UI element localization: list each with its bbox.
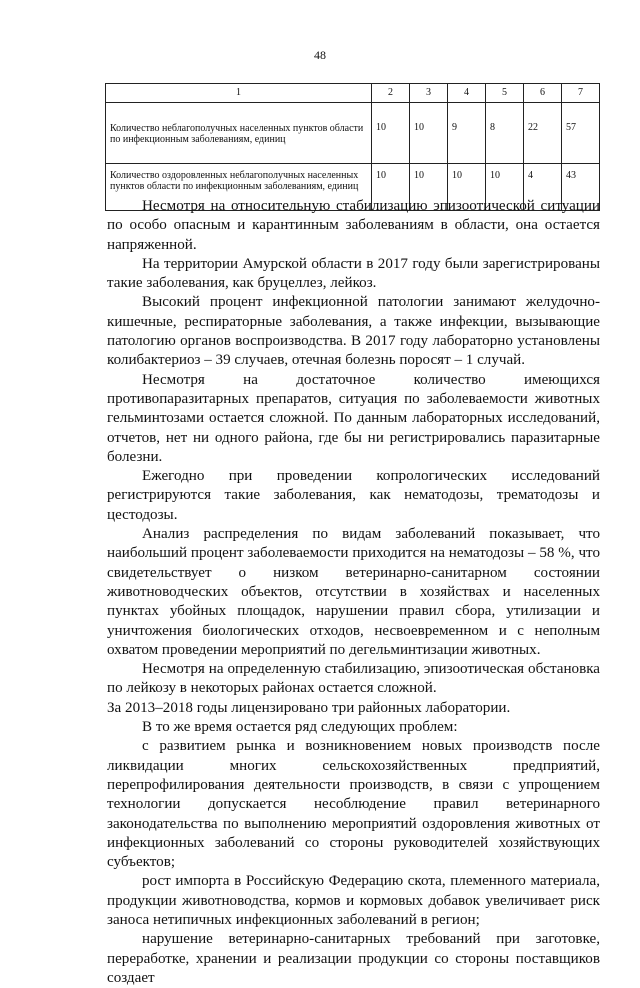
paragraph: рост импорта в Российскую Федерацию скота, племенного материала, продукции животноводства, кормов и кормовых добавок увеличивает риск заноса нетипичных инфекционных заболеваний в регион; bbox=[107, 873, 600, 928]
paragraph: На территории Амурской области в 2017 году были зарегистрированы такие заболевания, как бруцеллез, лейкоз. bbox=[107, 255, 600, 292]
paragraph: Несмотря на определенную стабилизацию, эпизоотическая обстановка по лейкозу в некоторых районах остается сложной. bbox=[107, 661, 600, 697]
table-cell: 10 bbox=[448, 164, 486, 211]
table-cell: 10 bbox=[410, 103, 448, 164]
table-row bbox=[106, 103, 600, 164]
paragraph: Несмотря на относительную стабилизацию эпизоотической ситуации по особо опасным и карантинным заболеваниям в области, она остается напряженной. bbox=[107, 198, 600, 253]
paragraph: Ежегодно при проведении копрологических исследований регистрируются такие заболевания, как нематодозы, трематодозы и цестодозы. bbox=[107, 468, 600, 523]
body-text bbox=[107, 197, 600, 988]
table-cell: 8 bbox=[486, 103, 524, 164]
statistics-table bbox=[105, 83, 600, 211]
table-cell: 10 bbox=[486, 164, 524, 211]
table-cell: 10 bbox=[410, 164, 448, 211]
paragraph: нарушение ветеринарно-санитарных требований при заготовке, переработке, хранении и реализации продукции со стороны поставщиков создает bbox=[107, 931, 600, 986]
paragraph: Несмотря на достаточное количество имеющихся противопаразитарных препаратов, ситуация по заболеваемости животных гельминтозами остается сложной. По данным лабораторных исследований, отчетов, нет ни одного района, где бы ни регистрировались паразитарные болезни. bbox=[107, 371, 600, 465]
table-cell: 10 bbox=[372, 164, 410, 211]
paragraph: с развитием рынка и возникновением новых производств после ликвидации многих сельскохозяйственных предприятий, перепрофилирования деятельности производств, в связи с упрощением технологии допускается несоблюдение правил ветеринарного законодательства по выполнению мероприятий оздоровления животных от инфекционных заболеваний со стороны руководителей хозяйствующих субъектов; bbox=[107, 738, 600, 871]
table-header-cell: 3 bbox=[410, 84, 448, 103]
table-header-row bbox=[106, 84, 600, 103]
table-cell: 9 bbox=[448, 103, 486, 164]
paragraph: В то же время остается ряд следующих проблем: bbox=[142, 719, 458, 736]
paragraph: За 2013–2018 годы лицензировано три районных лаборатории. bbox=[107, 699, 511, 716]
row-label: Количество оздоровленных неблагополучных населенных пунктов области по инфекционным заболеваниям, единиц bbox=[106, 164, 372, 211]
table-header-cell: 6 bbox=[524, 84, 562, 103]
row-label: Количество неблагополучных населенных пунктов области по инфекционным заболеваниям, единиц bbox=[106, 103, 372, 164]
table-cell: 57 bbox=[562, 103, 600, 164]
table-header-cell: 4 bbox=[448, 84, 486, 103]
table-cell: 22 bbox=[524, 103, 562, 164]
table-header-cell: 1 bbox=[106, 84, 372, 103]
table-header-cell: 7 bbox=[562, 84, 600, 103]
paragraph: Анализ распределения по видам заболеваний показывает, что наибольший процент заболеваемости приходится на нематодозы – 58 %, что свидетельствует о низком ветеринарно-санитарном состоянии животноводческих объектов, отсутствии в хозяйствах и населенных пунктах убойных площадок, нарушении правил сбора, утилизации и уничтожения биологических отходов, несвоевременном и с неполным охватом проведении мероприятий по дегельминтизации животных. bbox=[107, 526, 600, 658]
table-header-cell: 2 bbox=[372, 84, 410, 103]
page-number: 48 bbox=[314, 48, 326, 62]
table-cell: 10 bbox=[372, 103, 410, 164]
table-cell: 4 bbox=[524, 164, 562, 211]
paragraph: Высокий процент инфекционной патологии занимают желудочно-кишечные, респираторные заболевания, а также инфекции, вызывающие патологию органов воспроизводства. В 2017 году лабораторно установлены колибактериоз – 39 случаев, отечная болезнь поросят – 1 случай. bbox=[107, 294, 600, 369]
table-cell: 43 bbox=[562, 164, 600, 211]
table-header-cell: 5 bbox=[486, 84, 524, 103]
